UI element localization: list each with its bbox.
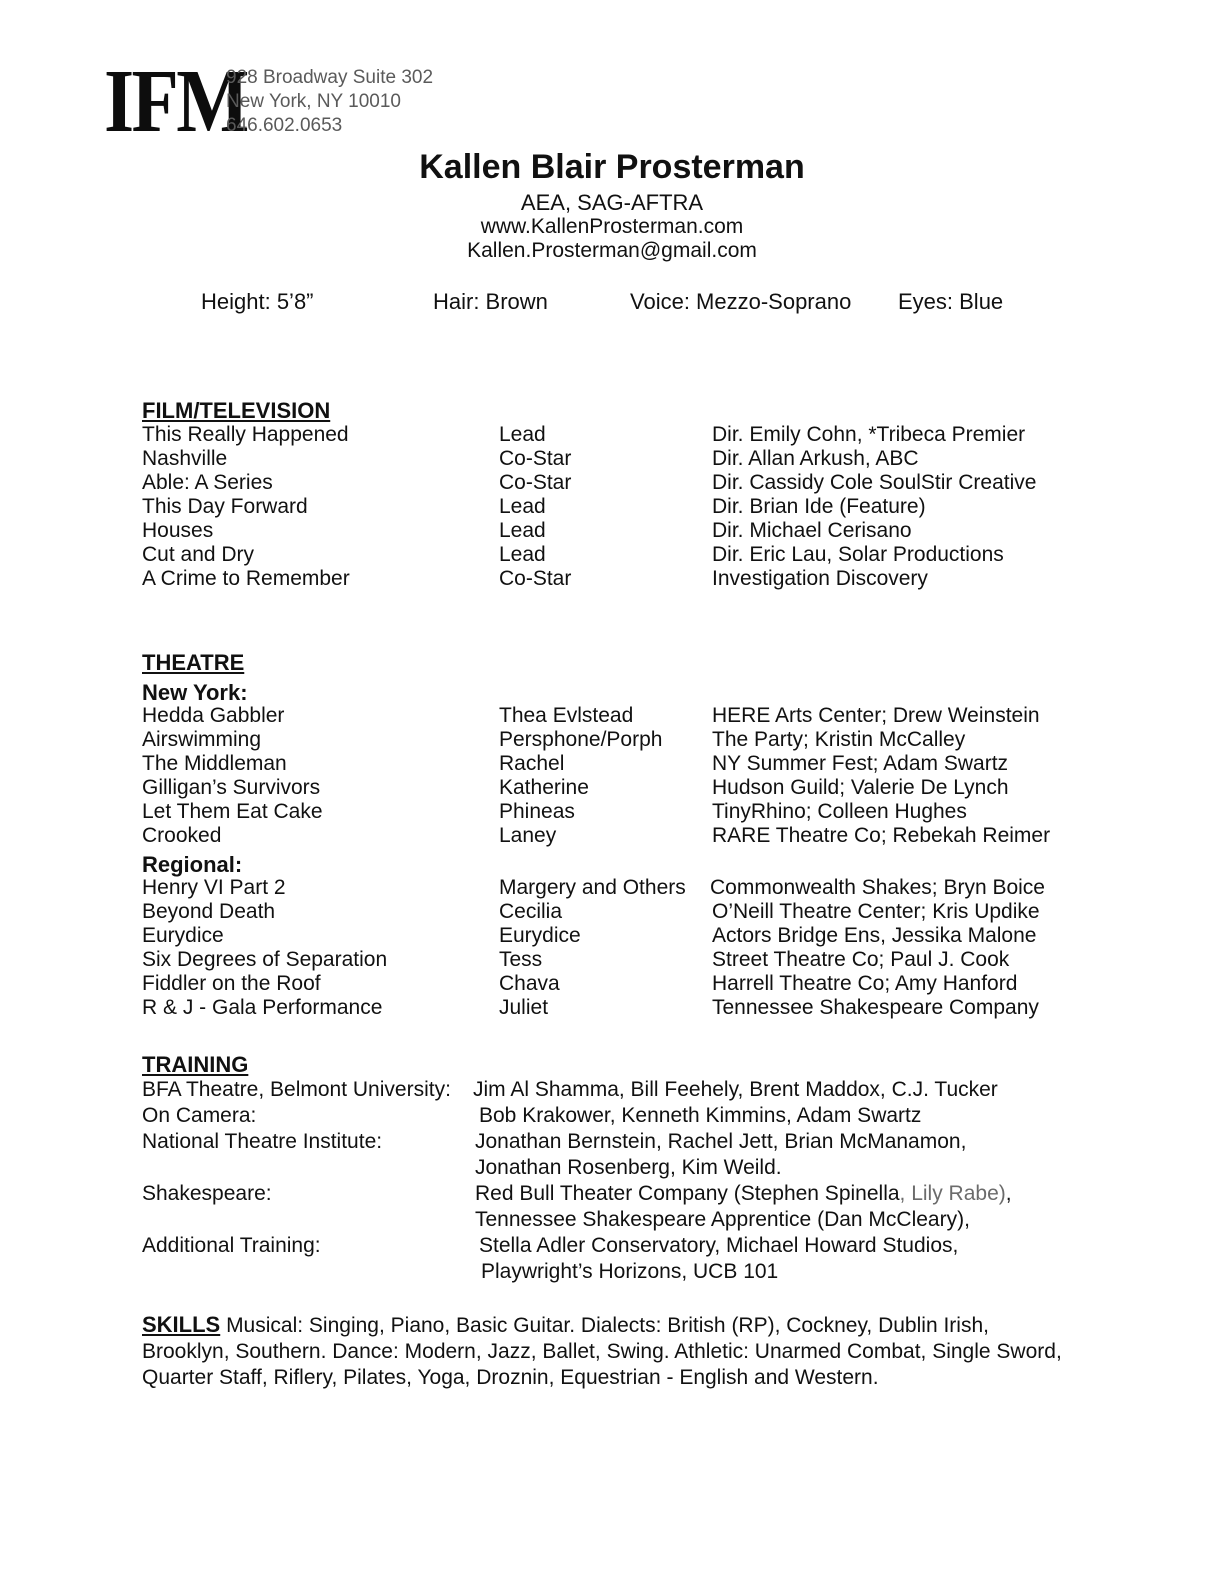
credit-title: Fiddler on the Roof [142,972,321,995]
credit-row [142,924,1142,948]
credit-role: Lead [499,495,546,518]
credit-role: Lead [499,423,546,446]
credit-detail: Dir. Cassidy Cole SoulStir Creative [712,471,1037,494]
credit-row [142,776,1142,800]
training-value: Jonathan Rosenberg, Kim Weild. [475,1156,782,1179]
training-value-part: Red Bull Theater Company (Stephen Spinella [475,1182,900,1205]
credit-row [142,471,1142,495]
new-york-list [142,704,1142,848]
credit-detail: Commonwealth Shakes; Bryn Boice [710,876,1045,899]
training-label: On Camera: [142,1104,257,1127]
training-row [142,1181,1142,1207]
credit-title: Houses [142,519,214,542]
training-row [142,1259,1142,1285]
credit-role: Lead [499,519,546,542]
credit-row [142,824,1142,848]
skills-text: Musical: Singing, Piano, Basic Guitar. Dialects: British (RP), Cockney, Dublin Irish, Brooklyn, Southern. Dance: Modern, Jazz, Ballet, Swing. Athletic: Unarmed Combat, Single Sword, Quarter Staff, Riflery, Pilates, Yoga, Droznin, Equestrian - English and Western. [142,1314,1062,1389]
credit-title: Airswimming [142,728,262,751]
credit-title: Nashville [142,447,228,470]
credit-title: Cut and Dry [142,543,255,566]
credit-role: Cecilia [499,900,563,923]
credit-title: This Day Forward [142,495,308,518]
agency-phone: 646.602.0653 [226,115,343,136]
credit-detail: O’Neill Theatre Center; Kris Updike [712,900,1040,923]
credit-title: Let Them Eat Cake [142,800,323,823]
credit-row [142,876,1142,900]
credit-title: R & J - Gala Performance [142,996,383,1019]
credit-detail: Dir. Emily Cohn, *Tribeca Premier [712,423,1026,446]
credit-detail: RARE Theatre Co; Rebekah Reimer [712,824,1051,847]
credit-row [142,972,1142,996]
credit-row [142,519,1142,543]
training-label: BFA Theatre, Belmont University: [142,1078,451,1101]
credit-role: Laney [499,824,557,847]
credit-row [142,752,1142,776]
training-value-part-gray: , Lily Rabe) [899,1182,1006,1205]
credit-role: Co-Star [499,447,572,470]
credit-detail: Harrell Theatre Co; Amy Hanford [712,972,1018,995]
credit-title: A Crime to Remember [142,567,350,590]
credit-row [142,495,1142,519]
theatre-heading: THEATRE [142,650,245,675]
training-value [475,1181,1012,1207]
credit-row [142,704,1142,728]
credit-detail: Investigation Discovery [712,567,928,590]
agency-address-line2: New York, NY 10010 [226,91,401,112]
credit-title: Hedda Gabbler [142,704,285,727]
training-value-part: , [1005,1182,1012,1205]
training-value: Jim Al Shamma, Bill Feehely, Brent Maddox, C.J. Tucker [473,1078,998,1101]
credit-role: Margery and Others [499,876,686,899]
credit-row [142,447,1142,471]
credit-role: Co-Star [499,567,572,590]
website-link[interactable]: www.KallenProsterman.com [480,215,744,238]
credit-title: Gilligan’s Survivors [142,776,321,799]
training-row [142,1077,1142,1103]
training-label: National Theatre Institute: [142,1130,383,1153]
credit-detail: Actors Bridge Ens, Jessika Malone [712,924,1037,947]
credit-row [142,423,1142,447]
credit-detail: Dir. Eric Lau, Solar Productions [712,543,1004,566]
credit-detail: Dir. Allan Arkush, ABC [712,447,919,470]
regional-subheading: Regional: [142,852,243,877]
training-value: Tennessee Shakespeare Apprentice (Dan McCleary), [475,1208,970,1231]
email-link[interactable]: Kallen.Prosterman@gmail.com [467,239,757,262]
training-row [142,1103,1142,1129]
skills-heading: SKILLS [142,1312,221,1337]
training-row [142,1155,1142,1181]
training-list [142,1077,1142,1285]
credit-row [142,728,1142,752]
credit-title: Crooked [142,824,222,847]
credit-row [142,948,1142,972]
credit-detail: Street Theatre Co; Paul J. Cook [712,948,1010,971]
actor-name: Kallen Blair Prosterman [419,148,805,186]
credit-role: Chava [499,972,560,995]
credit-row [142,800,1142,824]
new-york-subheading: New York: [142,680,248,705]
credit-role: Phineas [499,800,575,823]
agency-logo: IFM [104,52,247,151]
credit-role: Eurydice [499,924,581,947]
credit-title: The Middleman [142,752,287,775]
credit-role: Juliet [499,996,549,1019]
credit-title: Beyond Death [142,900,276,923]
training-row [142,1207,1142,1233]
credit-row [142,567,1142,591]
credit-detail: Hudson Guild; Valerie De Lynch [712,776,1009,799]
credit-role: Tess [499,948,543,971]
credit-detail: Dir. Brian Ide (Feature) [712,495,926,518]
credit-title: This Really Happened [142,423,349,446]
credit-role: Co-Star [499,471,572,494]
credit-title: Six Degrees of Separation [142,948,388,971]
training-value: Stella Adler Conservatory, Michael Howard Studios, [479,1234,959,1257]
stat-voice: Voice: Mezzo-Soprano [630,289,852,314]
credit-detail: HERE Arts Center; Drew Weinstein [712,704,1040,727]
stat-hair: Hair: Brown [433,289,548,314]
credit-title: Eurydice [142,924,224,947]
credit-row [142,900,1142,924]
credit-detail: Tennessee Shakespeare Company [712,996,1039,1019]
credit-role: Katherine [499,776,589,799]
credit-detail: The Party; Kristin McCalley [712,728,966,751]
training-value: Playwright’s Horizons, UCB 101 [481,1260,779,1283]
training-row [142,1233,1142,1259]
credit-role: Persphone/Porph [499,728,663,751]
credit-title: Able: A Series [142,471,273,494]
credit-role: Thea Evlstead [499,704,634,727]
regional-list [142,876,1142,1020]
credit-title: Henry VI Part 2 [142,876,286,899]
credit-detail: NY Summer Fest; Adam Swartz [712,752,1009,775]
credit-row [142,543,1142,567]
credit-detail: TinyRhino; Colleen Hughes [712,800,967,823]
training-row [142,1129,1142,1155]
agency-address-line1: 928 Broadway Suite 302 [226,67,434,88]
union-affiliations: AEA, SAG-AFTRA [520,190,704,215]
stat-eyes: Eyes: Blue [898,289,1004,314]
training-heading: TRAINING [142,1052,249,1077]
credit-role: Rachel [499,752,565,775]
training-label: Additional Training: [142,1234,321,1257]
skills-paragraph [142,1312,1062,1391]
credit-role: Lead [499,543,546,566]
film-television-heading: FILM/TELEVISION [142,398,331,423]
training-label: Shakespeare: [142,1182,272,1205]
stat-height: Height: 5’8” [201,289,314,314]
training-value: Jonathan Bernstein, Rachel Jett, Brian McManamon, [475,1130,967,1153]
film-television-list [142,423,1142,591]
training-value: Bob Krakower, Kenneth Kimmins, Adam Swartz [479,1104,922,1127]
credit-row [142,996,1142,1020]
credit-detail: Dir. Michael Cerisano [712,519,912,542]
